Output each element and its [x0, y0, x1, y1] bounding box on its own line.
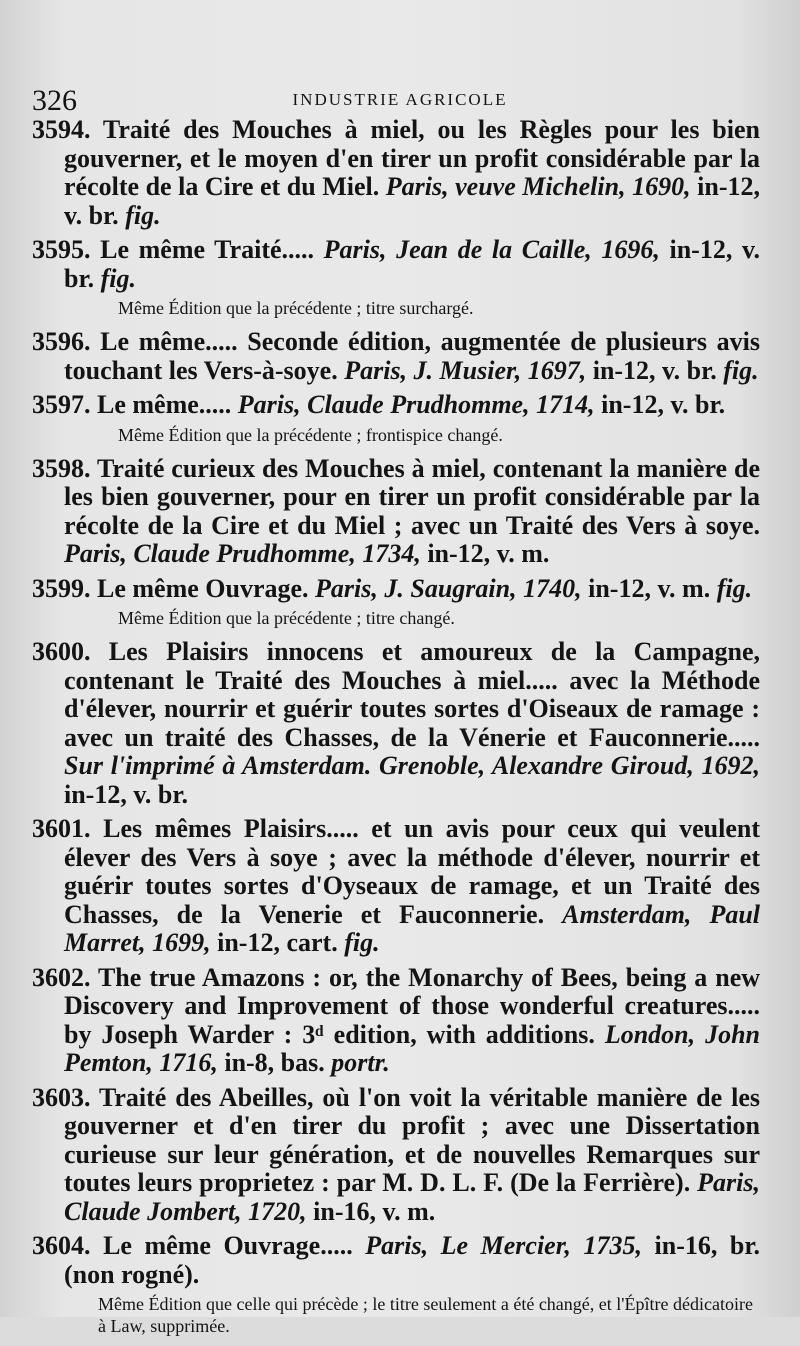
catalogue-entry: [32, 575, 760, 604]
catalogue-entry: [32, 116, 760, 230]
entry-format: in-12, v. br.: [592, 355, 717, 385]
entry-number: 3595.: [32, 235, 91, 264]
catalogue-entry: [32, 236, 760, 293]
entry-illustration: fig.: [125, 200, 161, 230]
entry-title: Le même..... Seconde édition, augmentée de plusieurs avis touchant les Vers-à-soye.: [64, 327, 761, 385]
entry-format: in-16, br. (non rogné).: [64, 1231, 761, 1289]
entry-number: 3603.: [32, 1082, 91, 1112]
entry-number: 3600.: [32, 637, 91, 666]
entry-title: The true Amazons : or, the Monarchy of Bees, being a new Discovery and Improvement of those wonderful creatures..... by Joseph Warder : 3ᵈ edition, with additions.: [64, 962, 761, 1049]
entry-title: Traité des Abeilles, où l'on voit la véritable manière de les gouverner et d'en tirer du profit ; avec une Dissertation curieuse sur leur génération, et de nouvelles Remarques sur toutes leurs proprietez : par M. D. L. F. (De la Ferrière).: [64, 1082, 760, 1197]
entry-format: in-12, v. m.: [588, 573, 711, 603]
running-title: INDUSTRIE AGRICOLE: [292, 90, 508, 109]
entry-illustration: fig.: [716, 573, 753, 603]
entry-number: 3596.: [32, 327, 91, 356]
entry-imprint: Paris, Jean de la Caille, 1696,: [323, 235, 660, 264]
entry-title: Traité des Mouches à miel, ou les Règles pour les bien gouverner, et le moyen d'en tirer un profit considérable par la récolte de la Cire et du Miel.: [64, 115, 760, 201]
entry-imprint: Paris, Claude Prudhomme, 1734,: [64, 539, 421, 568]
entry-title: Les mêmes Plaisirs..... et un avis pour ceux qui veulent élever des Vers à soye ; avec la méthode d'élever, nourrir et guérir toutes sortes d'Oyseaux de ramage, et un Traité des Chasses, de la Venerie et Fauconnerie.: [64, 814, 761, 929]
catalogue-entries: [32, 116, 760, 1346]
entry-imprint: London, John Pemton, 1716,: [64, 1019, 761, 1077]
entry-imprint: Paris, Claude Jombert, 1720,: [64, 1168, 760, 1226]
entry-imprint: Sur l'imprimé à Amsterdam. Grenoble, Alexandre Giroud, 1692,: [64, 751, 760, 780]
catalogue-entry: [32, 638, 760, 809]
entry-note: Même Édition que la précédente ; titre changé.: [118, 608, 455, 628]
entry-format: in-12, v. m.: [427, 539, 550, 568]
catalogue-entry: [32, 455, 760, 569]
entry-number: 3594.: [32, 115, 91, 144]
entry-number: 3597.: [32, 390, 91, 419]
entry-format: in-12, v. br.: [601, 390, 726, 419]
entry-illustration: fig.: [344, 928, 380, 957]
entry-illustration: fig.: [723, 355, 759, 385]
entry-imprint: Paris, Claude Prudhomme, 1714,: [237, 390, 595, 419]
page-number: 326: [32, 84, 77, 117]
entry-note: Même Édition que la précédente ; titre surchargé.: [118, 298, 474, 318]
entry-imprint: Amsterdam, Paul Marret, 1699,: [64, 899, 761, 957]
entry-format: in-8, bas.: [224, 1048, 325, 1077]
entry-number: 3604.: [32, 1231, 91, 1260]
entry-format: in-12, v. br.: [64, 235, 761, 293]
entry-number: 3601.: [32, 814, 91, 843]
entry-title: Le même Ouvrage.....: [103, 1231, 353, 1260]
catalogue-entry: [32, 1084, 760, 1227]
entry-illustration: portr.: [331, 1048, 390, 1077]
catalogue-entry: [32, 815, 760, 958]
entry-number: 3602.: [32, 962, 91, 992]
catalogue-entry: [32, 328, 760, 385]
entry-format: in-12, v. br.: [64, 172, 761, 230]
entry-title: Le même Traité.....: [100, 235, 315, 264]
catalogue-entry: [32, 964, 760, 1078]
entry-format: in-12, cart.: [217, 928, 338, 957]
entry-imprint: Paris, J. Saugrain, 1740,: [315, 573, 582, 603]
entry-title: Les Plaisirs innocens et amoureux de la Campagne, contenant le Traité des Mouches à miel..... avec la Méthode d'élever, nourrir et guérir toutes sortes d'Oiseaux de ramage : avec un traité des Chasses, de la Vénerie et Fauconnerie.....: [64, 637, 760, 752]
entry-imprint: Paris, Le Mercier, 1735,: [365, 1231, 642, 1260]
catalogue-entry: [32, 391, 760, 420]
entry-note: Même Édition que la précédente ; frontispice changé.: [118, 424, 503, 445]
entry-format: in-12, v. br.: [64, 779, 189, 809]
entry-title: Le même.....: [97, 390, 232, 419]
entry-format: in-16, v. m.: [313, 1196, 436, 1226]
catalogue-entry: [32, 1232, 760, 1289]
entry-note: Même Édition que celle qui précède ; le titre seulement a été changé, et l'Épître dédicatoire à Law, supprimée.: [98, 1294, 753, 1336]
entry-title: Traité curieux des Mouches à miel, contenant la manière de les bien gouverner, pour en tirer un profit considérable par la récolte de la Cire et du Miel ; avec un Traité des Vers à soye.: [64, 453, 761, 540]
entry-number: 3599.: [32, 573, 91, 603]
entry-illustration: fig.: [100, 263, 137, 293]
entry-title: Le même Ouvrage.: [97, 573, 309, 603]
entry-imprint: Paris, veuve Michelin, 1690,: [385, 172, 691, 201]
entry-imprint: Paris, J. Musier, 1697,: [344, 355, 587, 385]
page-header: [32, 84, 768, 117]
entry-number: 3598.: [32, 453, 91, 483]
